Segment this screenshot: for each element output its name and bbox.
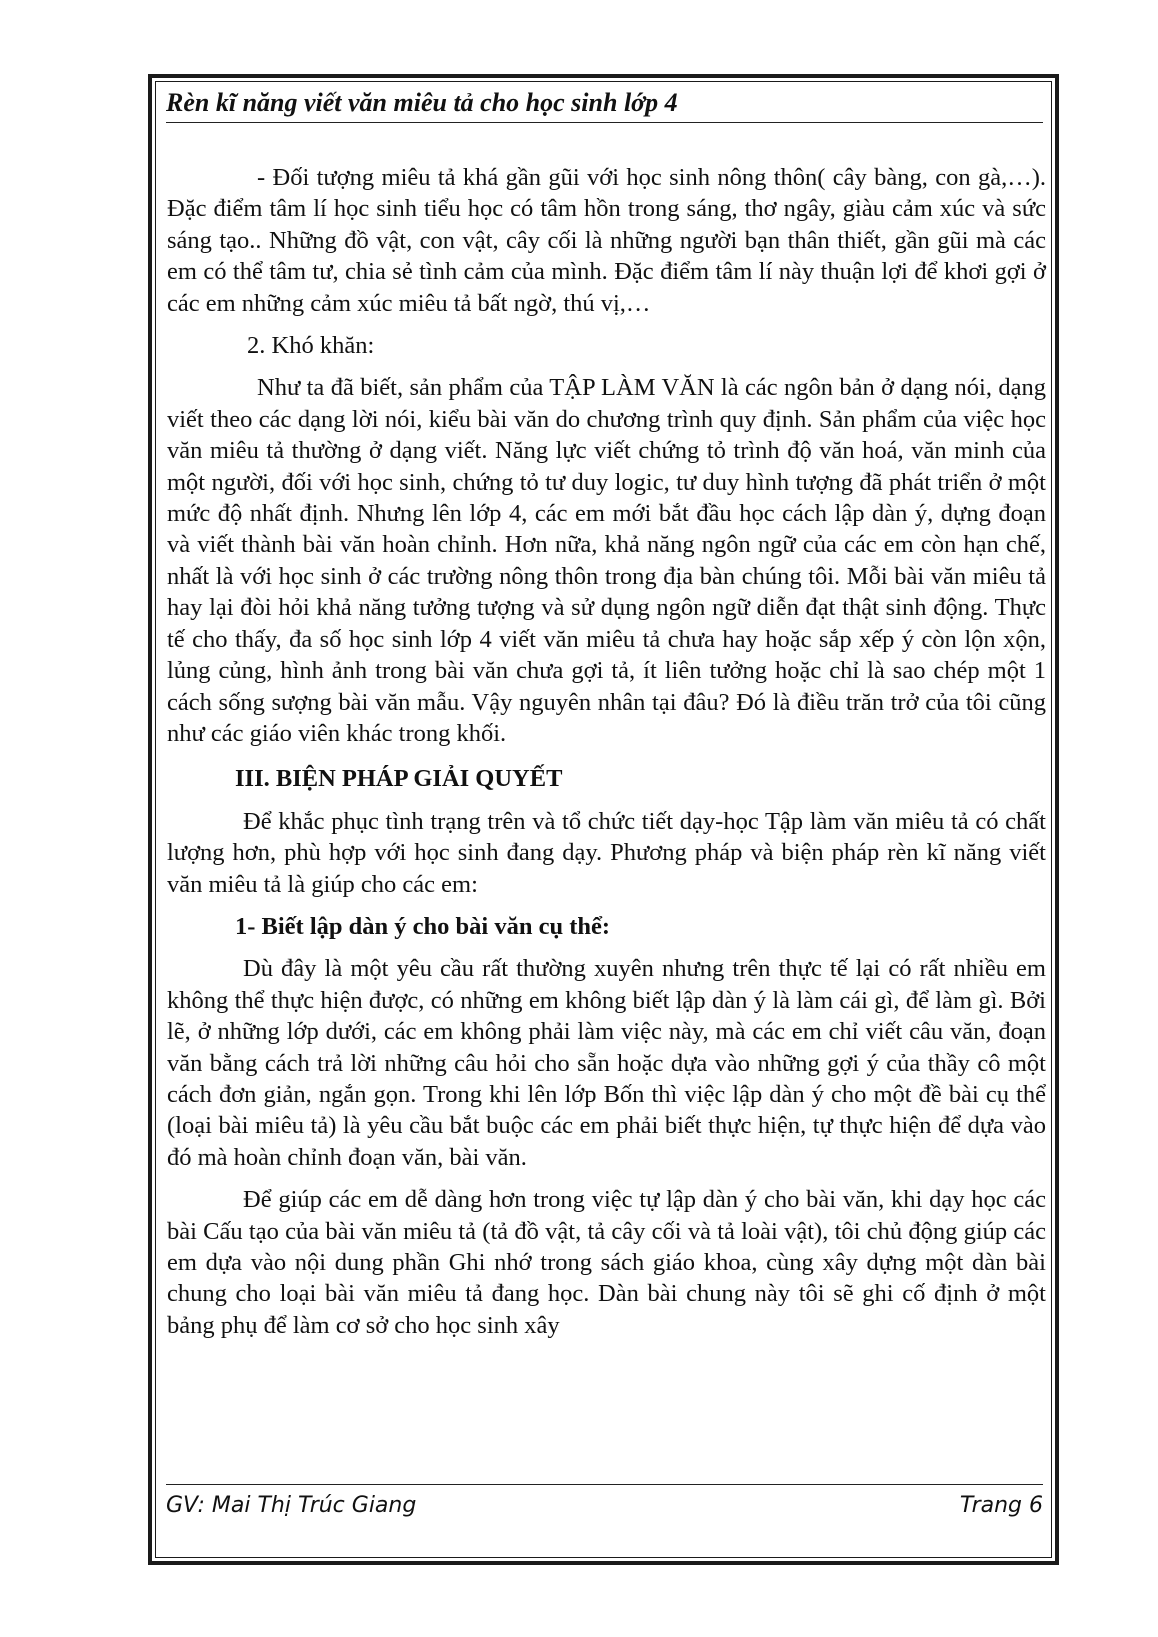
paragraph-outline-1: Dù đây là một yêu cầu rất thường xuyên nhưng trên thực tế lại có rất nhiều em không thể thực hiện được, có những em không biết lập dàn ý là làm cái gì, để làm gì. Bởi lẽ, ở những lớp dưới, các em không phải làm việc này, mà các em chỉ viết câu văn, đoạn văn bằng cách trả lời những câu hỏi cho sẵn hoặc dựa vào những gợi ý của thầy cô một cách đơn giản, ngắn gọn. Trong khi lên lớp Bốn thì việc lập dàn ý cho một đề bài cụ thể (loại bài miêu tả) là yêu cầu bắt buộc các em phải biết thực hiện, tự thực hiện để dựa vào đó mà hoàn chỉnh đoạn văn, bài văn. (167, 955, 1046, 1171)
footer-author: GV: Mai Thị Trúc Giang (166, 1493, 417, 1518)
running-header: Rèn kĩ năng viết văn miêu tả cho học sinh lớp 4 (166, 88, 678, 117)
paragraph-difficulties: Như ta đã biết, sản phẩm của TẬP LÀM VĂN là các ngôn bản ở dạng nói, dạng viết theo các dạng lời nói, kiểu bài văn do chương trình quy định. Sản phẩm của việc học văn miêu tả thường ở dạng viết. Năng lực viết chứng tỏ trình độ văn hoá, văn minh của một người, đối với học sinh, chứng tỏ tư duy logic, tư duy hình tượng đã phát triển ở một mức độ nhất định. Nhưng lên lớp 4, các em mới bắt đầu học cách lập dàn ý, dựng đoạn và viết thành bài văn hoàn chỉnh. Hơn nữa, khả năng ngôn ngữ của các em còn hạn chế, nhất là với học sinh ở các trường nông thôn trong địa bàn chúng tôi. Mỗi bài văn miêu tả hay lại đòi hỏi khả năng tưởng tượng và sử dụng ngôn ngữ diễn đạt thật sinh động. Thực tế cho thấy, đa số học sinh lớp 4 viết văn miêu tả chưa hay hoặc sắp xếp ý còn lộn xộn, lủng củng, hình ảnh trong bài văn chưa gợi tả, ít liên tưởng hoặc chỉ là sao chép một 1 cách sống sượng bài văn mẫu. Vậy nguyên nhân tại đâu? Đó là điều trăn trở của tôi cũng như các giáo viên khác trong khối. (167, 374, 1046, 747)
subheading-outline: 1- Biết lập dàn ý cho bài văn cụ thể: (235, 912, 611, 940)
header-divider (166, 122, 1043, 123)
section-heading-solutions: III. BIỆN PHÁP GIẢI QUYẾT (235, 765, 563, 793)
document-body (167, 162, 1046, 1341)
running-footer (166, 1491, 1043, 1521)
subheading-difficulties: 2. Khó khăn: (247, 332, 375, 360)
paragraph-advantages: - Đối tượng miêu tả khá gần gũi với học sinh nông thôn( cây bàng, con gà,…). Đặc điểm tâm lí học sinh tiểu học có tâm hồn trong sáng, thơ ngây, giàu cảm xúc và sức sáng tạo.. Những đồ vật, con vật, cây cối là những người bạn thân thiết, gần gũi mà các em có thể tâm tư, chia sẻ tình cảm của mình. Đặc điểm tâm lí này thuận lợi để khơi gợi ở các em những cảm xúc miêu tả bất ngờ, thú vị,… (167, 164, 1046, 317)
footer-divider (166, 1484, 1043, 1485)
paragraph-outline-2: Để giúp các em dễ dàng hơn trong việc tự lập dàn ý cho bài văn, khi dạy học các bài Cấu tạo của bài văn miêu tả (tả đồ vật, tả cây cối và tả loài vật), tôi chủ động giúp các em dựa vào nội dung phần Ghi nhớ trong sách giáo khoa, cùng xây dựng một dàn bài chung cho loại bài văn miêu tả đang học. Dàn bài chung này tôi sẽ ghi cố định ở một bảng phụ để làm cơ sở cho học sinh xây (167, 1186, 1046, 1339)
footer-page-number: Trang 6 (959, 1493, 1043, 1518)
paragraph-solutions-intro: Để khắc phục tình trạng trên và tổ chức tiết dạy-học Tập làm văn miêu tả có chất lượng hơn, phù hợp với học sinh đang dạy. Phương pháp và biện pháp rèn kĩ năng viết văn miêu tả là giúp cho các em: (167, 807, 1046, 898)
